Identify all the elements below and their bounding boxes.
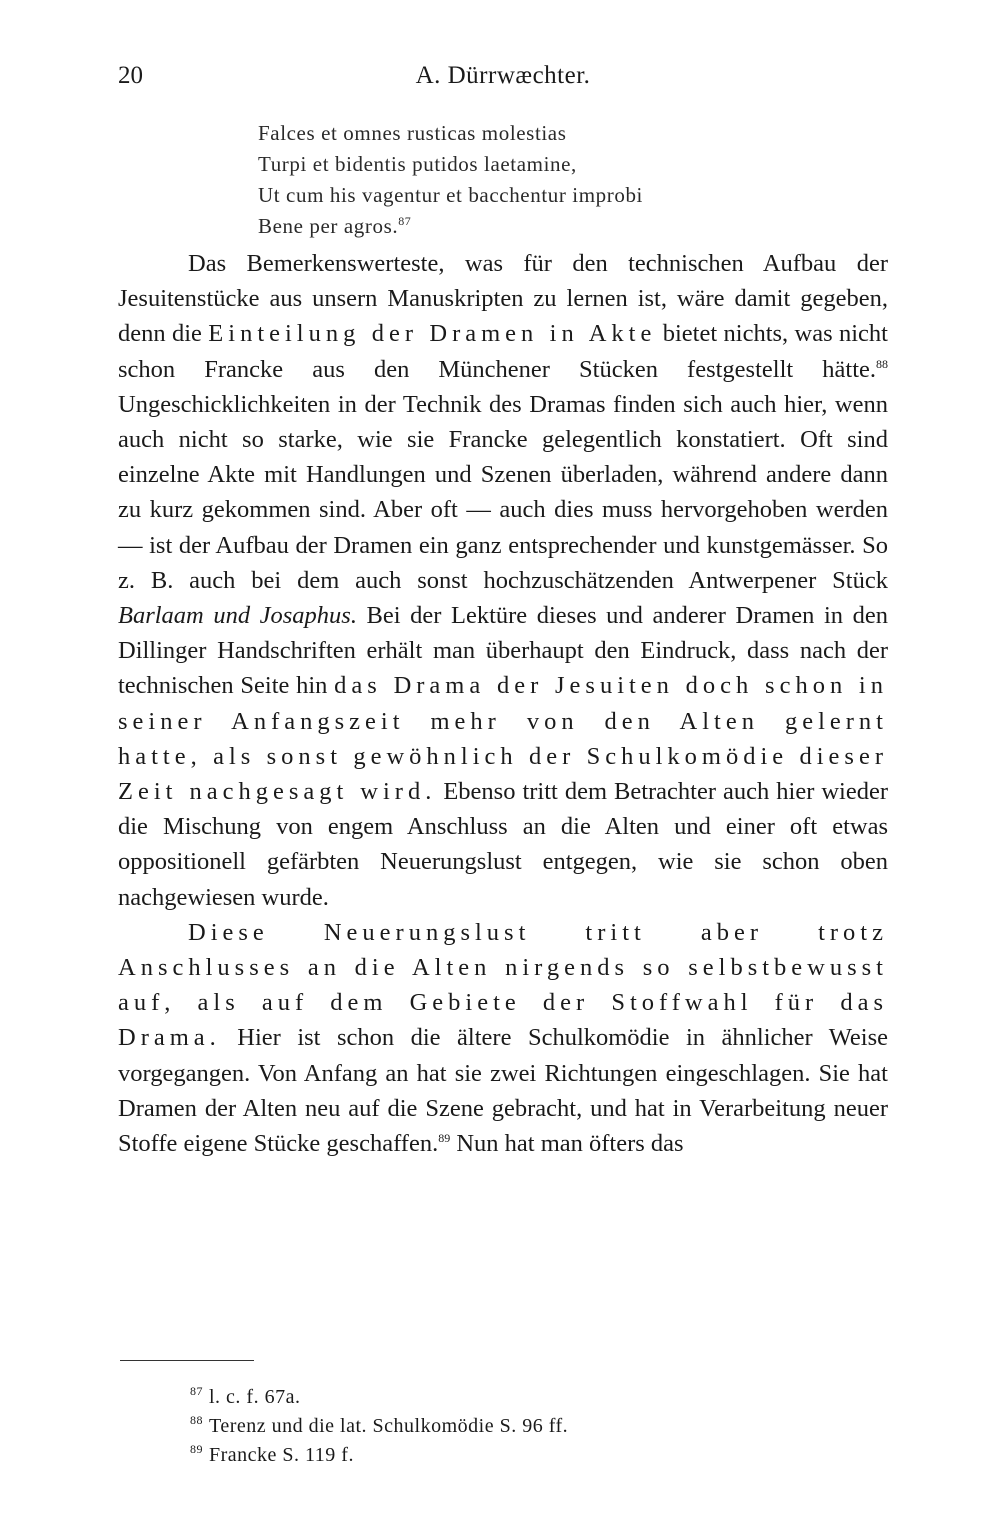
body-text	[118, 246, 888, 1161]
footnote-text: l. c. f. 67a.	[209, 1386, 301, 1408]
verse-line: Turpi et bidentis putidos laetamine,	[258, 152, 577, 176]
text-run: Das Bemerkenswerteste, was für den technischen Aufbau der Jesuitenstücke aus unsern Manuskripten zu lernen ist, wäre damit gegeben, denn die	[118, 250, 888, 348]
verse-line-text: Bene per agros.	[258, 214, 399, 238]
text-run: Nun hat man öfters das	[450, 1130, 684, 1158]
paragraph	[118, 915, 888, 1161]
work-title: Barlaam und Josaphus.	[118, 602, 357, 630]
footnote-ref: 87	[398, 214, 412, 228]
footnote	[190, 1441, 830, 1470]
footnote-number: 87	[190, 1384, 203, 1399]
text-run: Hier ist schon die ältere Schulkomödie in ähnlicher Weise vorgegangen. Von Anfang an hat sie zwei Richtungen eingeschlagen. Sie hat Dramen der Alten neu auf die Szene gebracht, und hat in Verarbeitung neuer Stoffe eigene Stücke geschaffen.	[118, 1024, 888, 1158]
latin-verse-quote	[258, 118, 858, 242]
page-number: 20	[118, 62, 143, 89]
footnote-ref: 89	[438, 1130, 451, 1145]
footnote	[190, 1383, 830, 1412]
footnote-text: Francke S. 119 f.	[209, 1444, 354, 1466]
paragraph	[118, 246, 888, 915]
footnote-number: 89	[190, 1442, 203, 1457]
verse-line: Falces et omnes rusticas molestias	[258, 121, 567, 145]
footnote-separator	[120, 1360, 254, 1361]
text-run: Bei der Lektüre dieses und anderer Dramen in den Dillinger Handschriften erhält man überhaupt den Eindruck, dass nach der technischen Seite hin	[118, 602, 888, 700]
verse-line: Ut cum his vagentur et bacchentur improbi	[258, 183, 643, 207]
running-head: A. Dürrwæchter.	[415, 62, 591, 89]
verse-line	[258, 211, 858, 242]
spaced-emphasis: Diese Neuerungslust tritt aber trotz Anschlusses an die Alten nirgends so selbstbewusst auf, als auf dem Gebiete der Stoffwahl für das Drama.	[118, 918, 888, 1052]
spaced-emphasis: das Drama der Jesuiten doch schon in seiner Anfangszeit mehr von den Alten gelernt hatte, als sonst gewöhnlich der Schulkomödie dieser Zeit nachgesagt wird.	[118, 672, 888, 806]
text-run: bietet nichts, was nicht schon Francke aus den Münchener Stücken festgestellt hätte.	[118, 320, 888, 383]
text-run: Ebenso tritt dem Betrachter auch hier wieder die Mischung von engem Anschluss an die Alten und einer oft etwas oppositionell gefärbten Neuerungslust entgegen, wie sie schon oben nachgewiesen wurde.	[118, 778, 888, 911]
spaced-emphasis: Einteilung der Dramen in Akte	[208, 320, 657, 348]
page-header	[118, 62, 888, 96]
footnote-text: Terenz und die lat. Schulkomödie S. 96 ff.	[209, 1415, 569, 1437]
footnote	[190, 1412, 830, 1441]
text-run: Ungeschicklichkeiten in der Technik des Dramas finden sich auch hier, wenn auch nicht so starke, wie sie Francke gelegentlich konstatiert. Oft sind einzelne Akte mit Handlungen und Szenen überladen, während andere dann zu kurz gekommen sind. Aber oft — auch dies muss hervorgehoben werden — ist der Aufbau der Dramen ein ganz entsprechender und kunstgemässer. So z. B. auch bei dem auch sonst hochzuschätzenden Antwerpener Stück	[118, 390, 888, 594]
footnote-number: 88	[190, 1413, 203, 1428]
footnote-ref: 88	[876, 356, 888, 371]
footnotes	[190, 1383, 830, 1470]
